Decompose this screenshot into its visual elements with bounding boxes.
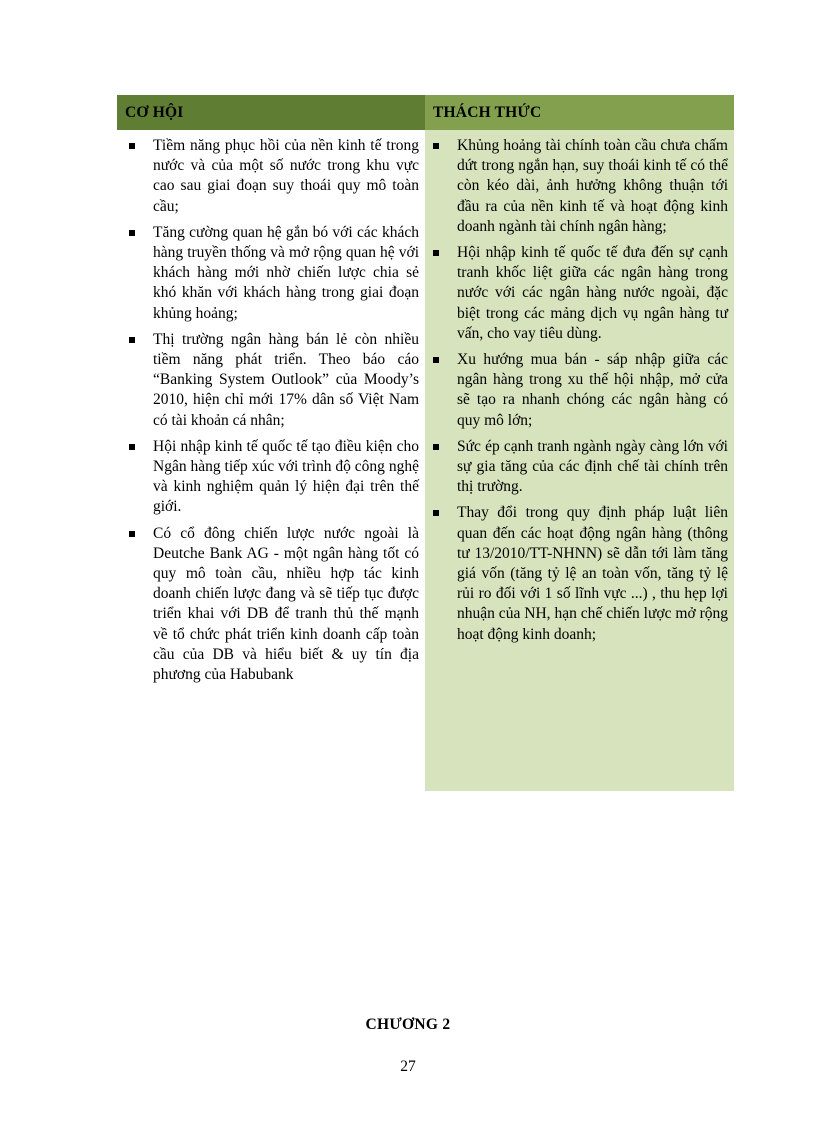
chapter-heading: CHƯƠNG 2 bbox=[365, 1016, 451, 1033]
threats-cell bbox=[425, 130, 734, 791]
square-bullet-icon bbox=[129, 143, 135, 149]
threat-item bbox=[431, 503, 728, 644]
opportunity-item bbox=[123, 223, 419, 324]
opportunity-item bbox=[123, 136, 419, 217]
threat-text: Xu hướng mua bán - sáp nhập giữa các ngân hàng trong xu thế hội nhập, mở cửa sẽ tạo ra nhanh chóng các ngân hàng có quy mô lớn; bbox=[457, 351, 728, 429]
opportunities-threats-table bbox=[117, 95, 734, 791]
page-number: 27 bbox=[400, 1058, 416, 1075]
opportunities-cell bbox=[117, 130, 425, 791]
threat-text: Khủng hoảng tài chính toàn cầu chưa chấm dứt trong ngắn hạn, suy thoái kinh tế có thể còn kéo dài, ảnh hưởng không thuận tới đầu ra của nền kinh tế và hoạt động kinh doanh ngành tài chính ngân hàng; bbox=[457, 137, 728, 235]
square-bullet-icon bbox=[433, 510, 439, 516]
square-bullet-icon bbox=[129, 531, 135, 537]
opportunity-text: Hội nhập kinh tế quốc tế tạo điều kiện cho Ngân hàng tiếp xúc với trình độ công nghệ và kinh nghiệm quản lý hiện đại trên thế giới. bbox=[153, 437, 419, 516]
opportunity-item bbox=[123, 524, 419, 686]
opportunity-text: Tiềm năng phục hồi của nền kinh tế trong nước và của một số nước trong khu vực cao sau giai đoạn suy thoái quy mô toàn cầu; bbox=[153, 137, 419, 215]
table-header-row bbox=[117, 95, 734, 130]
threat-text: Sức ép cạnh tranh ngành ngày càng lớn với sự gia tăng của các định chế tài chính trên thị trường. bbox=[457, 437, 728, 496]
opportunities-list bbox=[123, 136, 419, 685]
opportunity-text: Thị trường ngân hàng bán lẻ còn nhiều tiềm năng phát triển. Theo báo cáo “Banking System Outlook” của Moody’s 2010, hiện chỉ mới 17% dân số Việt Nam có tài khoản cá nhân; bbox=[153, 330, 419, 429]
opportunity-item bbox=[123, 330, 419, 431]
square-bullet-icon bbox=[129, 230, 135, 236]
square-bullet-icon bbox=[433, 143, 439, 149]
table-body-row bbox=[117, 130, 734, 791]
opportunity-text: Tăng cường quan hệ gắn bó với các khách hàng truyền thống và mở rộng quan hệ với khách hàng mới nhờ chiến lược chia sẻ khó khăn với khách hàng trong giai đoạn khủng hoảng; bbox=[153, 223, 419, 322]
threat-item bbox=[431, 243, 728, 344]
opportunity-text: Có cổ đông chiến lược nước ngoài là Deutche Bank AG - một ngân hàng tốt có quy mô toàn cầu, nhiều hợp tác kinh doanh chiến lược đang và sẽ tiếp tục được triển khai với DB để tranh thủ thế mạnh về tổ chức phát triển kinh doanh cấp toàn cầu của DB và hiểu biết & uy tín địa phương của Habubank bbox=[153, 524, 419, 684]
opportunity-item bbox=[123, 437, 419, 518]
square-bullet-icon bbox=[129, 337, 135, 343]
threats-header: THÁCH THỨC bbox=[425, 95, 734, 130]
square-bullet-icon bbox=[433, 444, 439, 450]
threat-item bbox=[431, 136, 728, 237]
threat-item bbox=[431, 350, 728, 431]
square-bullet-icon bbox=[433, 250, 439, 256]
threats-list bbox=[431, 136, 728, 645]
square-bullet-icon bbox=[433, 357, 439, 363]
threat-text: Thay đổi trong quy định pháp luật liên quan đến các hoạt động ngân hàng (thông tư 13/2010/TT-NHNN) sẽ dẫn tới làm tăng giá vốn (tăng tỷ lệ an toàn vốn, tăng tỷ lệ rủi ro đối với 1 số lĩnh vực ...) , thu hẹp lợi nhuận của NH, hạn chế chiến lược mở rộng hoạt động kinh doanh; bbox=[457, 504, 728, 643]
square-bullet-icon bbox=[129, 444, 135, 450]
opportunities-header: CƠ HỘI bbox=[117, 95, 425, 130]
threat-item bbox=[431, 437, 728, 498]
threat-text: Hội nhập kinh tế quốc tế đưa đến sự cạnh tranh khốc liệt giữa các ngân hàng trong nước với các ngân hàng nước ngoài, đặc biệt trong các mảng dịch vụ ngân hàng tư vấn, cho vay tiêu dùng. bbox=[457, 244, 728, 342]
